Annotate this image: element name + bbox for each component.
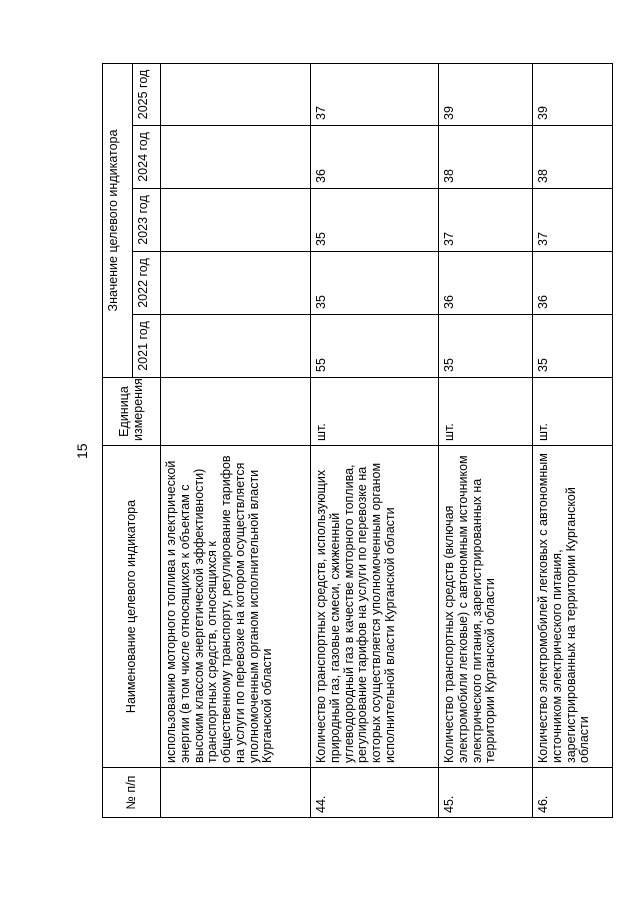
row-value: 35: [533, 315, 613, 378]
row-value: 36: [439, 252, 533, 315]
row-value: [161, 315, 311, 378]
rotated-table-container: [102, 64, 612, 818]
table-row: [439, 63, 533, 817]
row-value: [161, 126, 311, 189]
header-year: 2024 год: [133, 126, 161, 189]
row-name: Количество электромобилей легковых с автономным источником электрического питания, зарегистрированных на территории Курганской области: [533, 446, 613, 768]
row-value: 37: [533, 189, 613, 252]
row-unit: [161, 378, 311, 446]
header-name: Наименование целевого индикатора: [103, 446, 161, 768]
header-year: 2022 год: [133, 252, 161, 315]
row-name: Количество транспортных средств, использующих природный газ, газовые смеси, сжиженный углеводородный газ в качестве моторного топлива, регулирование тарифов на услуги по перевозке на которых осуществляется уполномоченным органом исполнительной власти Курганской области: [311, 446, 439, 768]
row-number: 46.: [533, 768, 613, 818]
row-value: [161, 252, 311, 315]
header-number: № п/п: [103, 768, 161, 818]
row-value: 37: [311, 63, 439, 125]
row-number: 44.: [311, 768, 439, 818]
row-value: 35: [311, 252, 439, 315]
row-value: 39: [439, 63, 533, 125]
row-value: 36: [533, 252, 613, 315]
table-row: [533, 63, 613, 817]
header-row-1: [103, 63, 133, 817]
table-row: [311, 63, 439, 817]
row-number: 45.: [439, 768, 533, 818]
indicator-table: [102, 63, 613, 818]
row-name: использованию моторного топлива и электрической энергии (в том числе относящихся к объектам с высоким классом энергетической эффективности) транспортных средств, относящихся к общественному транспорту, регулирование тарифов на услуги по перевозке на котором осуществляется уполномоченным органом исполнительной власти Курганской области: [161, 446, 311, 768]
table-row: [161, 63, 311, 817]
row-number: [161, 768, 311, 818]
row-name: Количество транспортных средств (включая электромобили легковые) с автономным источником электрического питания, зарегистрированных на территории Курганской области: [439, 446, 533, 768]
row-value: 38: [439, 126, 533, 189]
row-value: [161, 63, 311, 125]
row-value: 35: [311, 189, 439, 252]
row-unit: шт.: [311, 378, 439, 446]
row-value: 38: [533, 126, 613, 189]
row-value: 37: [439, 189, 533, 252]
row-value: 39: [533, 63, 613, 125]
row-value: 55: [311, 315, 439, 378]
row-value: 35: [439, 315, 533, 378]
header-year: 2023 год: [133, 189, 161, 252]
row-value: 36: [311, 126, 439, 189]
header-target-value: Значение целевого индикатора: [103, 63, 133, 377]
header-year: 2021 год: [133, 315, 161, 378]
header-year: 2025 год: [133, 63, 161, 125]
page-number: 15: [74, 443, 90, 459]
row-unit: шт.: [533, 378, 613, 446]
header-unit: Единица измерения: [103, 378, 161, 446]
row-value: [161, 189, 311, 252]
row-unit: шт.: [439, 378, 533, 446]
